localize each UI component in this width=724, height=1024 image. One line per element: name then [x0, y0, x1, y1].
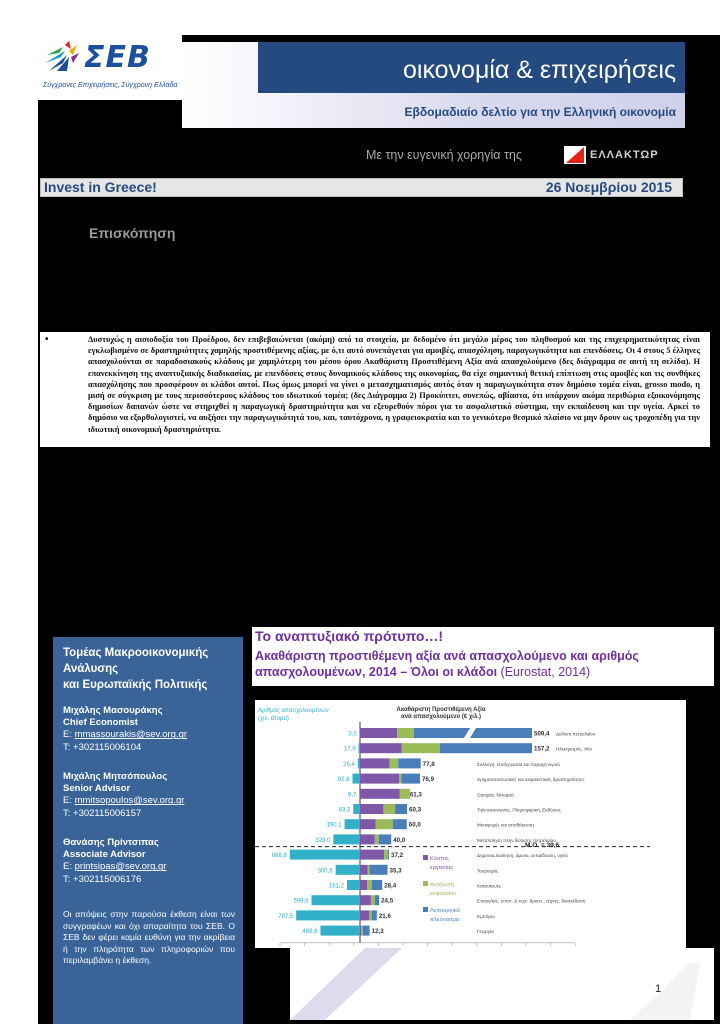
right-black-column — [685, 35, 720, 135]
employees-label: 190,1 — [326, 822, 342, 829]
contact-name: Θανάσης Πρίντσιπας — [63, 837, 159, 848]
contact-name: Μιχάλης Μητσόπουλος — [63, 771, 168, 782]
gva-segment-capital — [361, 926, 363, 936]
legend-label: κεφαλαίου — [430, 891, 457, 897]
category-label: Χρηματοπιστωτικές και ασφαλιστικές δραστηριότητες — [477, 777, 585, 783]
email-prefix: E: — [63, 729, 75, 741]
gva-segment-surplus — [401, 774, 420, 784]
page-number: 1 — [655, 983, 662, 995]
gva-total-label: 76,9 — [421, 776, 435, 784]
right-axis-title-line1: Ακαθάριστη Προστιθέμενη Αξία — [396, 707, 486, 713]
category-label: Συλλογή, επεξεργασία και παροχή νερού — [477, 761, 560, 767]
legend-swatch — [423, 907, 428, 912]
employees-bar — [296, 910, 360, 920]
issue-date: 26 Νοεμβρίου 2015 — [545, 179, 672, 195]
employees-bar — [333, 834, 360, 844]
gva-segment-capital — [369, 910, 371, 920]
logo-tagline: Σύγχρονες Επιχειρήσεις, Σύγχρονη Ελλάδα — [43, 82, 178, 89]
gva-segment-capital — [400, 789, 410, 799]
gva-segment-surplus — [372, 910, 377, 920]
category-label: Επαγγ/κές, επιστ. & τεχν. δραστ., τέχνες, διασκέδαση — [477, 898, 586, 904]
logo-wordmark: ΣΕΒ — [84, 40, 151, 75]
sidebar-heading-line: και Ευρωπαϊκής Πολιτικής — [63, 679, 208, 691]
category-label: Κατασκευές — [477, 883, 502, 889]
gva-segment-surplus — [379, 834, 391, 844]
employees-bar — [312, 895, 360, 905]
category-label: Τουρισμός — [477, 868, 499, 874]
gva-segment-capital — [375, 834, 379, 844]
contact-role: Senior Advisor — [63, 783, 131, 795]
legend-label: Λειτουργικό — [430, 908, 460, 914]
decorative-lower-panel — [290, 948, 714, 1020]
contact-card — [63, 771, 241, 820]
gva-segment-capital — [383, 804, 395, 814]
chart-header — [252, 627, 714, 686]
issue-strip — [40, 178, 683, 197]
employees-label: 26,4 — [343, 761, 355, 768]
category-label: Γεωργία — [477, 929, 494, 935]
contact-name: Μιχάλης Μασουράκης — [63, 705, 163, 716]
email-prefix: E: — [63, 795, 75, 807]
employees-label: 83,3 — [338, 807, 351, 814]
employees-label: 9,7 — [347, 792, 357, 799]
newsletter-title: οικονομία & επιχειρήσεις — [402, 56, 676, 84]
left-axis-title-line2: (χιλ. άτομα) — [258, 716, 289, 722]
gva-segment-surplus — [369, 865, 387, 875]
sidebar-heading — [63, 645, 238, 693]
employees-bar — [347, 880, 360, 890]
gva-segment-labor — [360, 758, 390, 768]
employees-label: 787,5 — [278, 913, 294, 920]
employees-bar — [359, 743, 360, 753]
contact-phone: T: +302115006176 — [63, 873, 142, 885]
gva-total-label: 28,4 — [384, 882, 397, 890]
gva-total-label: 77,8 — [422, 760, 435, 768]
contact-email-row — [63, 729, 241, 741]
decorative-stripes — [290, 948, 714, 1020]
employees-bar — [320, 926, 360, 936]
ellaktor-logo-icon — [564, 146, 586, 164]
gva-segment-capital — [367, 880, 372, 890]
gva-segment-labor — [360, 865, 368, 875]
overview-heading: Επισκόπηση — [89, 225, 176, 241]
chart-title: Το αναπτυξιακό πρότυπο…! — [255, 628, 444, 644]
employees-label: 3,0 — [348, 731, 357, 738]
contacts-sidebar — [53, 637, 243, 1024]
employees-label: 329,0 — [315, 837, 331, 844]
gva-total-label: 157,2 — [534, 745, 550, 753]
gva-total-label: 509,4 — [534, 730, 550, 738]
gva-total-label: 37,2 — [391, 852, 404, 860]
legend-swatch — [423, 881, 428, 886]
sidebar-heading-line: Τομέας Μακροοικονομικής — [63, 647, 209, 659]
sponsor-text: Με την ευγενική χορηγία της — [366, 148, 522, 162]
legend-label: πλεόνασμα — [430, 917, 460, 923]
gva-segment-capital — [371, 895, 375, 905]
gva-segment-capital — [390, 758, 399, 768]
gva-total-label: 21,6 — [378, 912, 391, 920]
right-axis-title-line2: ανά απασχολούμενο (€ χιλ.) — [401, 714, 481, 720]
gva-employment-chart — [255, 700, 686, 948]
employees-bar — [358, 758, 360, 768]
gva-segment-labor — [360, 910, 369, 920]
gva-total-label: 60,0 — [408, 821, 421, 829]
category-label: Δημόσια Διοίκηση, άμυνα, εκπαίδευση, υγεία — [477, 853, 568, 859]
chart-subtitle-row — [255, 648, 710, 680]
category-label: Εμπόριο — [477, 913, 495, 919]
gva-segment-capital — [397, 728, 414, 738]
contact-card — [63, 705, 241, 754]
gva-segment-labor — [360, 819, 376, 829]
left-axis-title-line1: Αριθμός απασχολουμένων — [258, 708, 329, 714]
contact-role: Associate Advisor — [63, 849, 146, 861]
gva-total-label: 35,3 — [389, 867, 402, 875]
gva-segment-surplus — [375, 895, 379, 905]
employees-label: 488,6 — [302, 929, 318, 936]
category-label: Μεταφορές και αποθήκευση — [477, 822, 534, 828]
newsletter-subtitle: Εβδομαδιαίο δελτίο για την Ελληνική οικονομία — [404, 105, 676, 119]
bullet-point: • — [45, 334, 49, 345]
gva-total-label: 61,3 — [409, 791, 422, 799]
sponsor-name: ΕΛΛΑΚΤΩΡ — [590, 149, 659, 161]
gva-total-label: 12,3 — [371, 928, 384, 936]
gva-segment-surplus — [398, 758, 420, 768]
employees-label: 92,8 — [337, 777, 350, 784]
category-label: Τηλεπικοινωνίες, Πληροφορική, Εκδόσεις — [477, 807, 561, 813]
gva-segment-labor — [360, 728, 397, 738]
gva-segment-surplus — [395, 804, 407, 814]
gva-segment-labor — [360, 774, 399, 784]
gva-total-label: 60,3 — [409, 806, 422, 814]
legend-label: Κόστος — [430, 856, 449, 862]
overview-paragraph-box — [40, 332, 710, 447]
gva-segment-surplus — [393, 819, 407, 829]
employees-label: 161,2 — [328, 883, 344, 890]
average-label: Μ.Ο. = 39,6 — [525, 842, 560, 849]
contact-email-link[interactable]: mmitsopoulos@sev.org.gr — [74, 795, 185, 807]
gva-total-label: 24,5 — [381, 897, 394, 905]
employees-bar — [352, 774, 360, 784]
category-label: Διύλιση πετρελαίου — [556, 731, 596, 737]
chart-panel — [255, 700, 686, 948]
employees-bar — [290, 850, 360, 860]
gva-segment-labor — [360, 926, 361, 936]
gva-segment-labor — [360, 850, 384, 860]
gva-segment-labor — [360, 895, 371, 905]
contact-phone: T: +302115006157 — [63, 807, 142, 819]
employees-bar — [345, 819, 360, 829]
category-label: Ορυχεία, λατομεία — [477, 792, 514, 798]
logo-mark-icon — [43, 41, 81, 73]
sponsor-line — [366, 146, 686, 166]
gva-segment-surplus — [440, 743, 532, 753]
chart-subtitle: Ακαθάριστη προστιθέμενη αξία ανά απασχολούμενο και αριθμός απασχολουμένων, 2014 – Όλοι οι κλάδοι — [255, 649, 639, 679]
gva-total-label: 40,0 — [393, 836, 406, 844]
employees-bar — [353, 804, 360, 814]
employees-bar — [336, 865, 360, 875]
gva-segment-labor — [360, 804, 383, 814]
gva-segment-surplus — [363, 926, 370, 936]
legend-swatch — [423, 855, 428, 860]
contact-email-link[interactable]: printsipas@sev.org.gr — [74, 861, 167, 873]
employees-label: 598,6 — [293, 898, 309, 905]
gva-segment-labor — [360, 789, 400, 799]
gva-segment-capital — [402, 743, 440, 753]
email-prefix: E: — [63, 861, 75, 873]
employees-bar — [359, 789, 360, 799]
gva-segment-labor — [360, 743, 402, 753]
legend-label: Ανάλωση — [430, 882, 455, 888]
gva-segment-capital — [368, 865, 370, 875]
employees-label: 17,9 — [343, 746, 356, 753]
gva-segment-capital — [384, 850, 388, 860]
gva-segment-capital — [376, 819, 393, 829]
contact-phone: T: +302115006104 — [63, 741, 142, 753]
gva-segment-labor — [360, 880, 367, 890]
disclaimer: Οι απόψεις στην παρούσα έκθεση είναι των συγγραφέων και όχι απαραίτητα του ΣΕΒ. Ο ΣΕΒ δεν φέρει καμία ευθύνη για την ακρίβεια ή την πληρότητα των πληροφοριών που περιλαμβάνει η έκθεση. — [63, 909, 235, 965]
employees-label: 866,8 — [271, 853, 287, 860]
chart-source: (Eurostat, 2014) — [500, 665, 591, 679]
sev-logo — [40, 38, 180, 98]
gva-segment-surplus — [388, 850, 389, 860]
category-label: Ηλεκτρισμός, Φ/Α — [556, 746, 593, 752]
issue-headline: Invest in Greece! — [44, 179, 157, 195]
contact-email-row — [63, 795, 241, 807]
contact-email-link[interactable]: mmassourakis@sev.org.gr — [74, 729, 188, 741]
overview-paragraph: Δυστυχώς η αισιοδοξία του Προέδρου, δεν επιβεβαιώνεται (ακόμη) από τα στοιχεία, με δεδομένο ότι μεγάλο μέρος του πληθυσμού και της επιχειρηματικότητας είναι εγκλωβισμένο σε δραστηριότητες χαμηλής προστιθέμενης αξίας, με ό,τι αυτό συνεπάγεται για αμοιβές, απασχόληση, παραγωγικότητα και επενδύσεις. Οι 4 στους 5 έλληνες απασχολούνται σε παραδοσιακούς κλάδους με χαμηλότερη του μέσου όρου Ακαθάριστη Προστιθέμενη Αξία ανά απασχολούμενο (δες διάγραμμα σε αυτή τη σελίδα). Η επανεκκίνηση της αναπτυξιακής διαδικασίας, με επενδύσεις στους δυναμικούς κλάδους της οικονομίας, θα είχε σημαντική θετική επίπτωση στις αμοιβές και τις συνθήκες απασχόλησης που προσφέρουν οι κλάδοι αυτοί. Πως όμως μπορεί να γίνει ο μετασχηματισμός αυτός όταν η παραγωγικότητα στον δημόσιο τομέα είναι, grosso modo, η μισή σε σύγκριση με τους περισσότερους κλάδους του ιδιωτικού τομέα; (δες Διάγραμμα 2) Προκύπτει, συνεπώς, αβίαστα, ότι υπάρχουν ακόμα περιθώρια εξοικονόμησης δημοσίων δαπανών ώστε να στηριχθεί η παραγωγική δραστηριότητα και να εξευρεθούν πόροι για το ασφαλιστικό σύστημα, την εκπαίδευση και την υγεία. Αρκεί το δημόσιο να εξορθολογιστεί, να αυξήσει την παραγωγικότητά του, και, ταυτόχρονα, η γραφειοκρατία και το γενικότερο θεσμικό πλαίσιο να μην δρουν ως τροχοπέδη για την ιδιωτική οικονομική δραστηριότητα. — [88, 335, 700, 434]
employees-label: 300,6 — [317, 868, 333, 875]
legend-label: εργασίας — [430, 865, 454, 871]
sidebar-heading-line: Ανάλυσης — [63, 663, 119, 675]
gva-segment-capital — [399, 774, 401, 784]
gva-segment-surplus — [372, 880, 382, 890]
contact-card — [63, 837, 241, 886]
category-label: Μεταποίηση πλην διύλισης πετρελαίου — [477, 837, 556, 843]
gva-segment-labor — [360, 834, 375, 844]
contact-email-row — [63, 861, 241, 873]
contact-role: Chief Economist — [63, 717, 138, 729]
